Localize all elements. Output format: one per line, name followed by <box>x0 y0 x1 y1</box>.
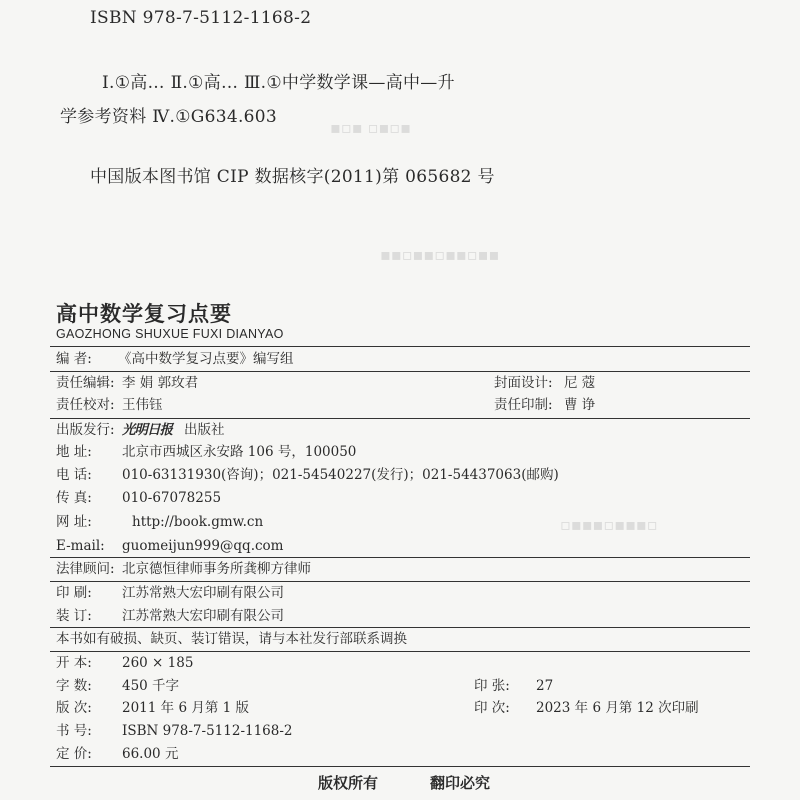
format-value: 260 × 185 <box>122 655 194 671</box>
fax-label: 传 真: <box>56 490 92 506</box>
divider <box>50 346 750 347</box>
binder-row <box>56 605 750 627</box>
spec-row-edition <box>56 697 750 719</box>
address-row <box>56 441 750 463</box>
words-label: 字 数: <box>56 678 92 694</box>
sheets-label: 印 张: <box>474 678 510 694</box>
spec-row-format <box>56 652 750 674</box>
editor-label: 编 者: <box>56 351 92 367</box>
bleed-through-mark: ▪▫▪ ▫▪▫▪ <box>330 118 411 137</box>
credit-row-resp-editor <box>56 372 750 394</box>
credit-row-proofread <box>56 394 750 416</box>
website-link[interactable]: http://book.gmw.cn <box>132 514 264 530</box>
lawyer-value: 北京德恒律师事务所龚柳方律师 <box>122 561 311 577</box>
words-value: 450 千字 <box>122 678 180 694</box>
bleed-through-mark: ▪▪▫▪▪▫▪▪▫▪▪ <box>380 245 500 264</box>
impression-value: 2023 年 6 月第 12 次印刷 <box>536 700 699 716</box>
website-row <box>56 511 750 533</box>
impression-label: 印 次: <box>474 700 510 716</box>
lawyer-row <box>56 558 750 580</box>
publisher-logo: 光明日报 <box>122 422 172 438</box>
credit-row-editor <box>56 348 750 370</box>
binder-label: 装 订: <box>56 608 92 624</box>
editor-value: 《高中数学复习点要》编写组 <box>118 351 294 367</box>
phone-label: 电 话: <box>56 467 92 483</box>
fax-value: 010-67078255 <box>122 490 222 506</box>
edition-label: 版 次: <box>56 700 92 716</box>
copyright-notice: 版权所有 <box>318 774 379 792</box>
publisher-name: 出版社 <box>184 422 225 438</box>
sheets-value: 27 <box>536 678 554 694</box>
printer-label: 印 刷: <box>56 585 92 601</box>
print-resp-label: 责任印制: <box>494 397 553 413</box>
cover-design-label: 封面设计: <box>494 375 553 391</box>
price-label: 定 价: <box>56 746 92 762</box>
price-value: 66.00 元 <box>122 746 179 762</box>
proofread-label: 责任校对: <box>56 397 115 413</box>
book-title: 高中数学复习点要 <box>56 302 232 326</box>
printer-row <box>56 582 750 604</box>
email-label: E-mail: <box>56 538 105 554</box>
email-row <box>56 535 750 557</box>
binder-value: 江苏常熟大宏印刷有限公司 <box>122 608 284 624</box>
publisher-row <box>56 419 750 441</box>
spec-row-isbn <box>56 720 750 742</box>
phone-row <box>56 464 750 486</box>
bleed-through-mark: ▫▪▪▪▫▪▪▪▫ <box>560 515 658 534</box>
cip-classification-line-1: Ⅰ.①高… Ⅱ.①高… Ⅲ.①中学数学课—高中—升 <box>102 73 455 93</box>
website-label: 网 址: <box>56 514 92 530</box>
cip-classification-line-2: 学参考资料 Ⅳ.①G634.603 <box>60 107 278 127</box>
edition-value: 2011 年 6 月第 1 版 <box>122 700 249 716</box>
replacement-notice: 本书如有破损、缺页、装订错误，请与本社发行部联系调换 <box>56 631 407 647</box>
format-label: 开 本: <box>56 655 92 671</box>
spec-row-words <box>56 675 750 697</box>
address-value: 北京市西城区永安路 106 号，100050 <box>122 444 357 460</box>
replacement-notice-row <box>56 628 750 650</box>
isbn-label: 书 号: <box>56 723 92 739</box>
resp-editor-value: 李 娟 郭玫君 <box>122 375 199 391</box>
resp-editor-label: 责任编辑: <box>56 375 115 391</box>
printer-value: 江苏常熟大宏印刷有限公司 <box>122 585 284 601</box>
print-resp-value: 曹 诤 <box>564 397 596 413</box>
proofread-value: 王伟钰 <box>122 397 163 413</box>
spec-row-price <box>56 743 750 765</box>
cip-data-number: 中国版本图书馆 CIP 数据核字(2011)第 065682 号 <box>90 167 495 187</box>
email-link[interactable]: guomeijun999@qq.com <box>122 538 284 554</box>
piracy-warning: 翻印必究 <box>430 774 491 792</box>
divider <box>50 766 750 767</box>
isbn-value: ISBN 978-7-5112-1168-2 <box>122 723 293 739</box>
cover-design-value: 尼 蔻 <box>564 375 596 391</box>
cip-isbn-line: ISBN 978-7-5112-1168-2 <box>90 8 312 28</box>
lawyer-label: 法律顾问: <box>56 561 115 577</box>
phone-value: 010-63131930(咨询)；021-54540227(发行)；021-54437063(邮购) <box>122 467 559 483</box>
fax-row <box>56 487 750 509</box>
publisher-label: 出版发行: <box>56 422 115 438</box>
address-label: 地 址: <box>56 444 92 460</box>
book-title-pinyin: GAOZHONG SHUXUE FUXI DIANYAO <box>56 327 284 341</box>
